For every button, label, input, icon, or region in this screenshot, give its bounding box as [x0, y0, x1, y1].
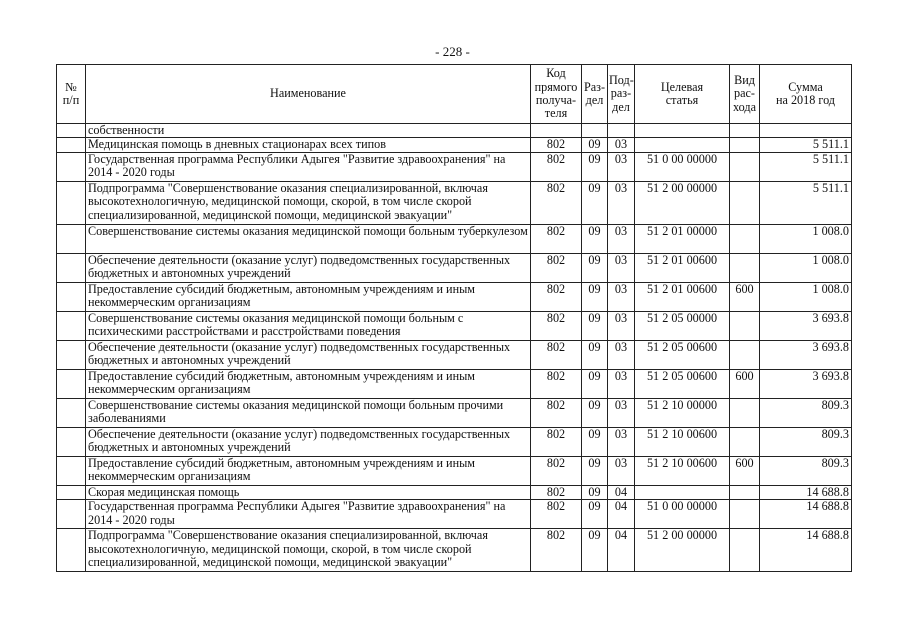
cell-code: 802 — [531, 398, 582, 427]
cell-section: 09 — [582, 485, 608, 499]
table-row — [57, 398, 852, 427]
cell-section: 09 — [582, 152, 608, 181]
cell-num — [57, 340, 86, 369]
cell-num — [57, 138, 86, 152]
cell-section: 09 — [582, 138, 608, 152]
table-row — [57, 152, 852, 181]
cell-num — [57, 529, 86, 572]
cell-target: 51 2 00 00000 — [635, 181, 730, 224]
cell-sum: 1 008.0 — [760, 224, 852, 253]
cell-num — [57, 124, 86, 138]
cell-subsection: 04 — [608, 500, 635, 529]
table-row — [57, 369, 852, 398]
cell-num — [57, 282, 86, 311]
cell-sum: 5 511.1 — [760, 138, 852, 152]
cell-target: 51 2 10 00600 — [635, 456, 730, 485]
cell-sum — [760, 124, 852, 138]
cell-subsection: 03 — [608, 369, 635, 398]
cell-target: 51 2 10 00600 — [635, 427, 730, 456]
cell-sum: 1 008.0 — [760, 282, 852, 311]
col-header-expense: Вид рас- хода — [730, 65, 760, 124]
cell-section: 09 — [582, 529, 608, 572]
cell-code: 802 — [531, 500, 582, 529]
cell-expense — [730, 529, 760, 572]
cell-name: Обеспечение деятельности (оказание услуг) подведомственных государственных бюджетных и автономных учреждений — [86, 340, 531, 369]
cell-section: 09 — [582, 282, 608, 311]
table-row — [57, 124, 852, 138]
cell-subsection: 03 — [608, 181, 635, 224]
cell-subsection: 03 — [608, 340, 635, 369]
cell-code: 802 — [531, 311, 582, 340]
cell-code: 802 — [531, 427, 582, 456]
cell-code: 802 — [531, 282, 582, 311]
table-body — [57, 124, 852, 572]
cell-subsection: 03 — [608, 398, 635, 427]
table-row — [57, 340, 852, 369]
cell-section: 09 — [582, 500, 608, 529]
cell-name: Медицинская помощь в дневных стационарах всех типов — [86, 138, 531, 152]
cell-expense — [730, 138, 760, 152]
cell-expense: 600 — [730, 282, 760, 311]
cell-section: 09 — [582, 224, 608, 253]
cell-name: Предоставление субсидий бюджетным, автономным учреждениям и иным некоммерческим организациям — [86, 456, 531, 485]
cell-subsection: 03 — [608, 456, 635, 485]
cell-num — [57, 152, 86, 181]
cell-num — [57, 181, 86, 224]
cell-expense — [730, 340, 760, 369]
col-header-sum: Сумма на 2018 год — [760, 65, 852, 124]
cell-subsection: 03 — [608, 311, 635, 340]
cell-name: Предоставление субсидий бюджетным, автономным учреждениям и иным некоммерческим организациям — [86, 369, 531, 398]
table-row — [57, 529, 852, 572]
cell-num — [57, 456, 86, 485]
table-row — [57, 500, 852, 529]
cell-section — [582, 124, 608, 138]
cell-expense — [730, 253, 760, 282]
table-row — [57, 485, 852, 499]
cell-subsection — [608, 124, 635, 138]
cell-sum: 1 008.0 — [760, 253, 852, 282]
cell-name: Совершенствование системы оказания медицинской помощи больным с психическими расстройствами и расстройствами поведения — [86, 311, 531, 340]
cell-name: Скорая медицинская помощь — [86, 485, 531, 499]
cell-subsection: 03 — [608, 427, 635, 456]
cell-code: 802 — [531, 369, 582, 398]
cell-code: 802 — [531, 485, 582, 499]
cell-expense — [730, 181, 760, 224]
cell-target: 51 2 05 00600 — [635, 369, 730, 398]
cell-expense — [730, 485, 760, 499]
cell-code: 802 — [531, 456, 582, 485]
cell-section: 09 — [582, 181, 608, 224]
cell-target — [635, 485, 730, 499]
table-row — [57, 311, 852, 340]
cell-subsection: 03 — [608, 253, 635, 282]
table-row — [57, 456, 852, 485]
cell-code: 802 — [531, 340, 582, 369]
cell-sum: 3 693.8 — [760, 340, 852, 369]
cell-code: 802 — [531, 253, 582, 282]
cell-sum: 3 693.8 — [760, 369, 852, 398]
table-row — [57, 253, 852, 282]
cell-expense — [730, 152, 760, 181]
cell-name: Обеспечение деятельности (оказание услуг) подведомственных государственных бюджетных и автономных учреждений — [86, 427, 531, 456]
cell-expense — [730, 500, 760, 529]
cell-name: Подпрограмма "Совершенствование оказания специализированной, включая высокотехнологичную, медицинской помощи, скорой, в том числе скорой специализированной, медицинской помощи, медицинской эвакуации" — [86, 181, 531, 224]
col-header-subsection: Под- раз- дел — [608, 65, 635, 124]
cell-target: 51 0 00 00000 — [635, 152, 730, 181]
cell-target: 51 2 01 00000 — [635, 224, 730, 253]
cell-sum: 5 511.1 — [760, 152, 852, 181]
cell-target: 51 2 01 00600 — [635, 282, 730, 311]
table-row — [57, 224, 852, 253]
cell-code: 802 — [531, 181, 582, 224]
cell-name: Государственная программа Республики Адыгея "Развитие здравоохранения" на 2014 - 2020 годы — [86, 152, 531, 181]
cell-name: Обеспечение деятельности (оказание услуг) подведомственных государственных бюджетных и автономных учреждений — [86, 253, 531, 282]
cell-num — [57, 485, 86, 499]
cell-name: Государственная программа Республики Адыгея "Развитие здравоохранения" на 2014 - 2020 годы — [86, 500, 531, 529]
cell-name: собственности — [86, 124, 531, 138]
cell-sum: 14 688.8 — [760, 500, 852, 529]
col-header-section: Раз- дел — [582, 65, 608, 124]
cell-target — [635, 124, 730, 138]
cell-target: 51 2 10 00000 — [635, 398, 730, 427]
cell-section: 09 — [582, 340, 608, 369]
table-row — [57, 282, 852, 311]
cell-subsection: 03 — [608, 282, 635, 311]
cell-code: 802 — [531, 152, 582, 181]
cell-name: Подпрограмма "Совершенствование оказания специализированной, включая высокотехнологичную, медицинской помощи, скорой, в том числе скорой специализированной, медицинской помощи, медицинской эвакуации" — [86, 529, 531, 572]
page-number: - 228 - — [435, 44, 470, 59]
cell-expense: 600 — [730, 456, 760, 485]
cell-subsection: 03 — [608, 224, 635, 253]
cell-expense — [730, 311, 760, 340]
cell-code: 802 — [531, 224, 582, 253]
cell-target: 51 2 05 00000 — [635, 311, 730, 340]
cell-name: Совершенствование системы оказания медицинской помощи больным туберкулезом — [86, 224, 531, 253]
col-header-code: Код прямого получа- теля — [531, 65, 582, 124]
cell-code: 802 — [531, 529, 582, 572]
cell-num — [57, 369, 86, 398]
cell-subsection: 04 — [608, 529, 635, 572]
cell-sum: 14 688.8 — [760, 485, 852, 499]
col-header-num: № п/п — [57, 65, 86, 124]
cell-section: 09 — [582, 427, 608, 456]
cell-target: 51 2 00 00000 — [635, 529, 730, 572]
cell-section: 09 — [582, 456, 608, 485]
col-header-name: Наименование — [86, 65, 531, 124]
cell-sum: 809.3 — [760, 427, 852, 456]
cell-target: 51 0 00 00000 — [635, 500, 730, 529]
cell-num — [57, 253, 86, 282]
cell-sum: 809.3 — [760, 398, 852, 427]
cell-sum: 14 688.8 — [760, 529, 852, 572]
cell-num — [57, 311, 86, 340]
budget-table — [56, 64, 852, 572]
table-row — [57, 427, 852, 456]
cell-num — [57, 398, 86, 427]
cell-section: 09 — [582, 311, 608, 340]
cell-expense — [730, 427, 760, 456]
cell-code: 802 — [531, 138, 582, 152]
cell-sum: 809.3 — [760, 456, 852, 485]
table-header-row — [57, 65, 852, 124]
cell-num — [57, 224, 86, 253]
cell-target: 51 2 01 00600 — [635, 253, 730, 282]
cell-num — [57, 500, 86, 529]
cell-expense — [730, 124, 760, 138]
cell-section: 09 — [582, 369, 608, 398]
cell-section: 09 — [582, 398, 608, 427]
cell-name: Совершенствование системы оказания медицинской помощи больным прочими заболеваниями — [86, 398, 531, 427]
cell-sum: 5 511.1 — [760, 181, 852, 224]
cell-section: 09 — [582, 253, 608, 282]
cell-expense — [730, 224, 760, 253]
col-header-target: Целевая статья — [635, 65, 730, 124]
cell-expense: 600 — [730, 369, 760, 398]
cell-subsection: 03 — [608, 152, 635, 181]
cell-subsection: 03 — [608, 138, 635, 152]
table-row — [57, 138, 852, 152]
cell-target: 51 2 05 00600 — [635, 340, 730, 369]
cell-subsection: 04 — [608, 485, 635, 499]
cell-num — [57, 427, 86, 456]
cell-code — [531, 124, 582, 138]
cell-target — [635, 138, 730, 152]
table-row — [57, 181, 852, 224]
cell-sum: 3 693.8 — [760, 311, 852, 340]
cell-name: Предоставление субсидий бюджетным, автономным учреждениям и иным некоммерческим организациям — [86, 282, 531, 311]
cell-expense — [730, 398, 760, 427]
